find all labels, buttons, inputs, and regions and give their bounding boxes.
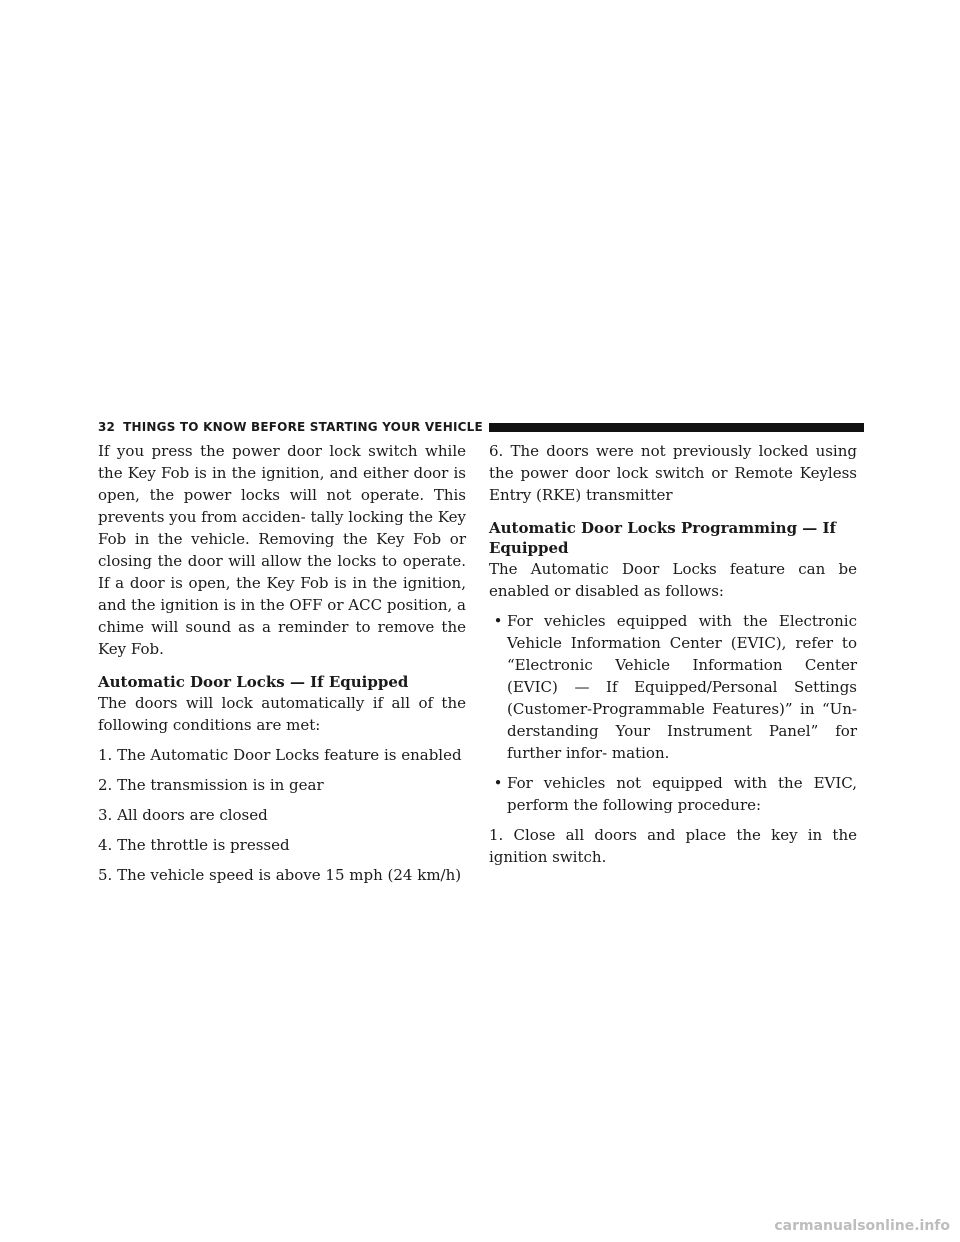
condition-item: 3. All doors are closed bbox=[98, 806, 268, 824]
condition-item: 4. The throttle is pressed bbox=[98, 836, 290, 854]
condition-item: 1. The Automatic Door Locks feature is enabled bbox=[98, 746, 462, 764]
bullet-item bbox=[489, 772, 857, 816]
section-title: THINGS TO KNOW BEFORE STARTING YOUR VEHICLE bbox=[123, 420, 483, 434]
bullet-item bbox=[489, 610, 857, 764]
condition-item-6: 6. The doors were not previously locked using the power door lock switch or Remote Keyless Entry (RKE) transmitter bbox=[489, 442, 857, 504]
bullet-text: For vehicles equipped with the Electronic Vehicle Information Center (EVIC), refer to “Electronic Vehicle Information Center (EVIC) — If Equipped/Personal Settings (Customer-Programmable Features)” in “Un- derstanding Your Instrument Panel” for further infor- mation. bbox=[507, 612, 857, 762]
heading-programming: Automatic Door Locks Programming — If Equipped bbox=[489, 519, 836, 557]
right-column bbox=[489, 440, 857, 876]
bullet-text: For vehicles not equipped with the EVIC, perform the following procedure: bbox=[507, 774, 857, 814]
conditions-intro: The doors will lock automatically if all of the following conditions are met: bbox=[98, 694, 466, 734]
page-number: 32 bbox=[98, 420, 116, 434]
page-header bbox=[98, 418, 864, 436]
header-rule bbox=[489, 423, 864, 432]
intro-paragraph: If you press the power door lock switch while the Key Fob is in the ignition, and either door is open, the power locks will not operate. This prevents you from acciden- tally locking the Key Fob in the vehicle. Removing the Key Fob or closing the door will allow the locks to operate. If a door is open, the Key Fob is in the ignition, and the ignition is in the OFF or ACC position, a chime will sound as a reminder to remove the Key Fob. bbox=[98, 442, 466, 658]
condition-item: 5. The vehicle speed is above 15 mph (24 km/h) bbox=[98, 866, 462, 884]
condition-item: 2. The transmission is in gear bbox=[98, 776, 324, 794]
heading-automatic-door-locks: Automatic Door Locks — If Equipped bbox=[98, 673, 409, 691]
watermark: carmanualsonline.info bbox=[774, 1218, 950, 1234]
step-1: 1. Close all doors and place the key in the ignition switch. bbox=[489, 826, 857, 866]
programming-intro: The Automatic Door Locks feature can be enabled or disabled as follows: bbox=[489, 560, 857, 600]
bullet-icon: • bbox=[493, 612, 503, 630]
bullet-icon: • bbox=[493, 774, 503, 792]
left-column bbox=[98, 440, 466, 894]
